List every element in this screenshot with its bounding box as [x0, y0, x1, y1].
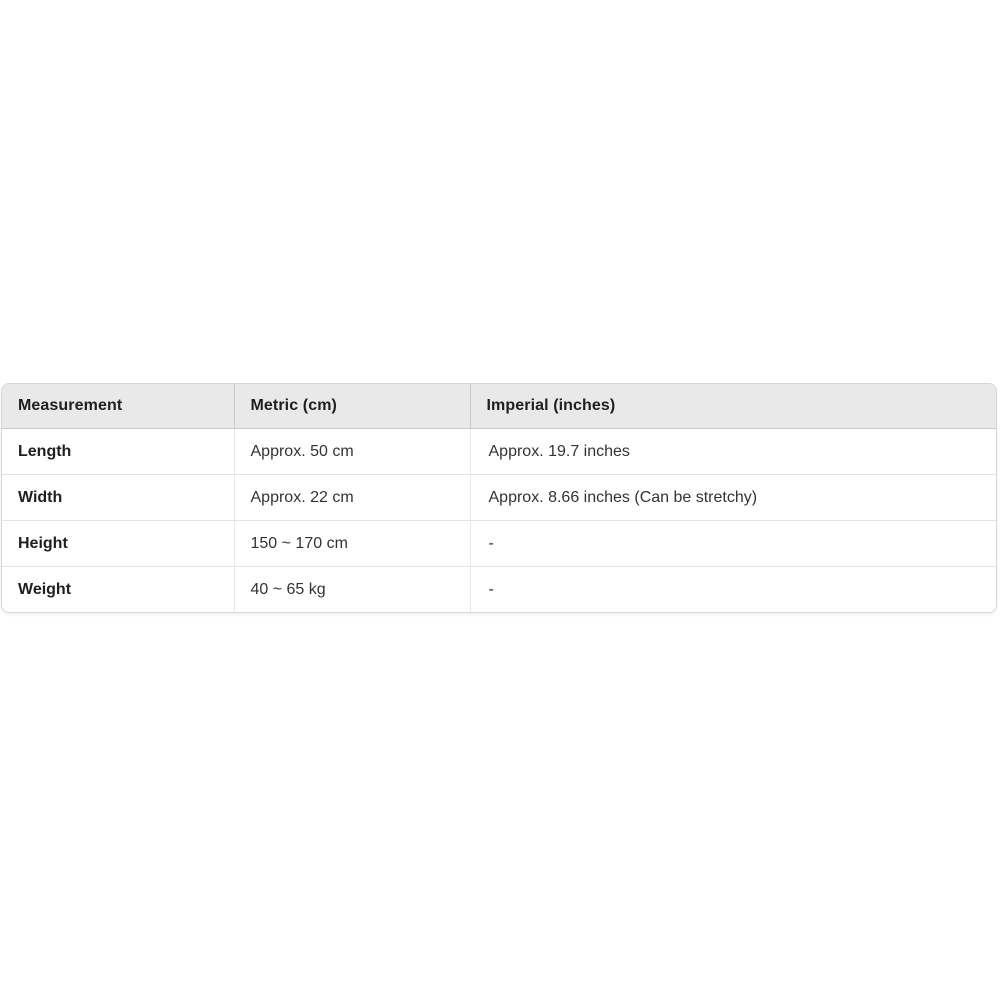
- imperial-value: Approx. 19.7 inches: [470, 429, 996, 475]
- table-row-width: [2, 475, 996, 521]
- table-row-height: [2, 521, 996, 567]
- metric-value: Approx. 22 cm: [234, 475, 470, 521]
- metric-value: 150 ~ 170 cm: [234, 521, 470, 567]
- measurement-label: Width: [2, 475, 234, 521]
- metric-value: Approx. 50 cm: [234, 429, 470, 475]
- measurement-label: Length: [2, 429, 234, 475]
- imperial-value: Approx. 8.66 inches (Can be stretchy): [470, 475, 996, 521]
- table-row-weight: [2, 567, 996, 613]
- imperial-value: -: [470, 567, 996, 613]
- imperial-value: -: [470, 521, 996, 567]
- metric-value: 40 ~ 65 kg: [234, 567, 470, 613]
- measurement-label: Height: [2, 521, 234, 567]
- measurement-label: Weight: [2, 567, 234, 613]
- column-header-metric: Metric (cm): [234, 384, 470, 429]
- table-row-length: [2, 429, 996, 475]
- column-header-measurement: Measurement: [2, 384, 234, 429]
- size-chart-table: [1, 383, 997, 613]
- table-header-row: [2, 384, 996, 429]
- column-header-imperial: Imperial (inches): [470, 384, 996, 429]
- measurement-table: [2, 384, 996, 612]
